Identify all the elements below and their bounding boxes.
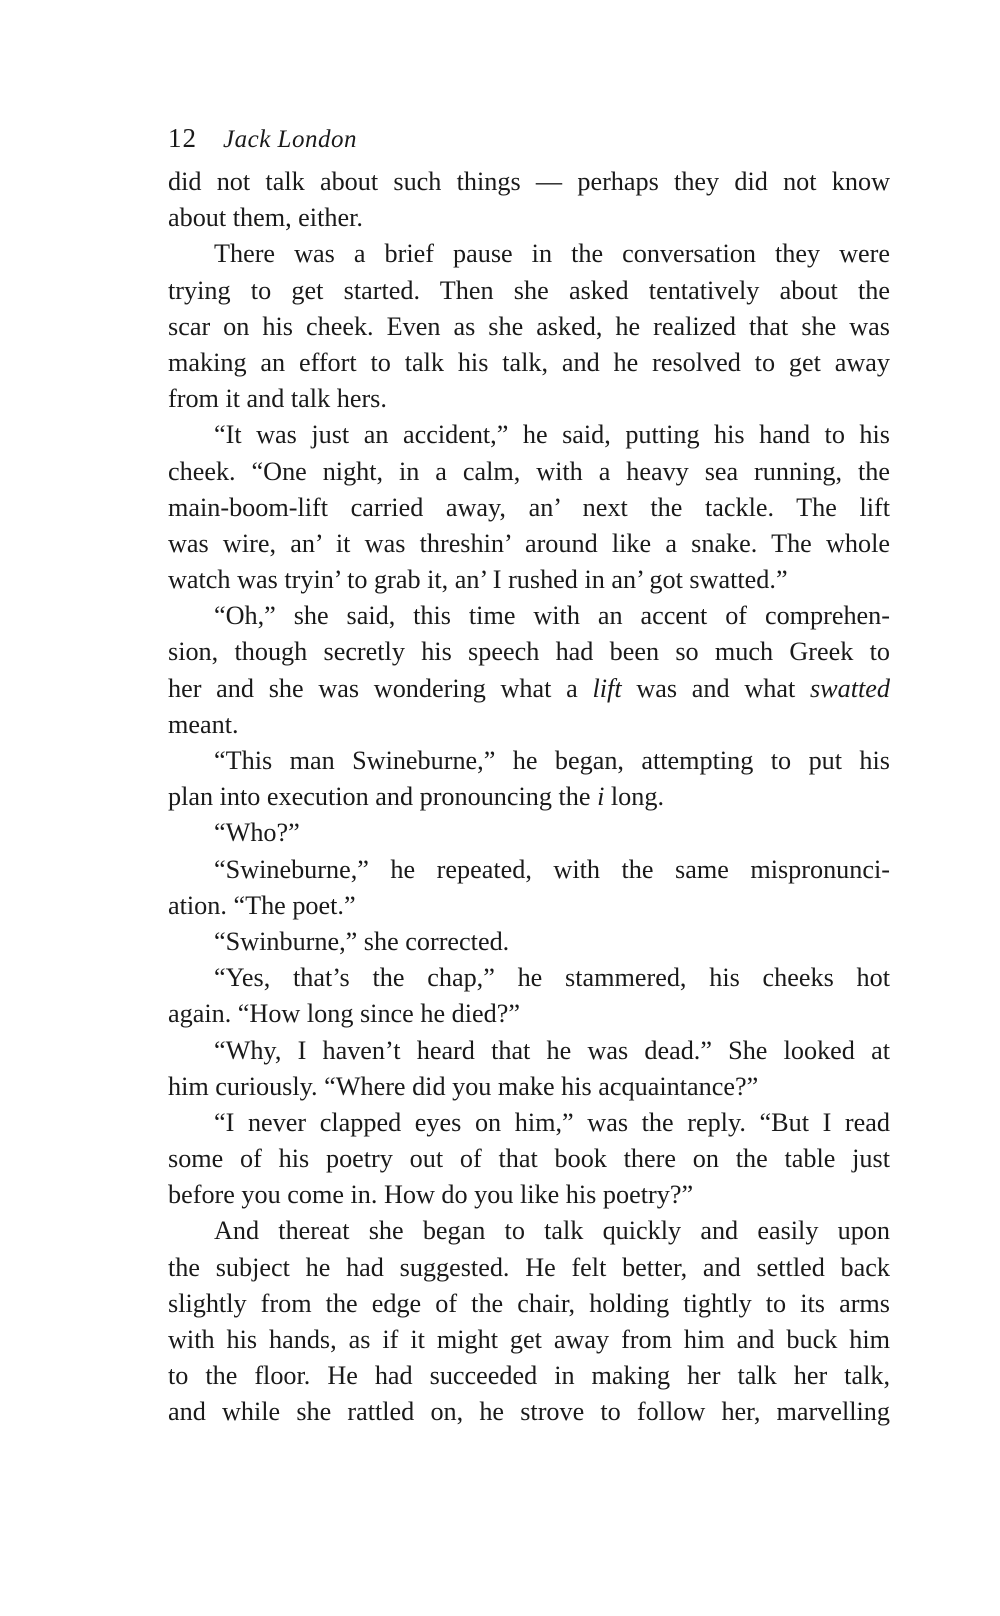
text-line: about them, either. bbox=[168, 203, 363, 233]
italic-word: lift bbox=[592, 673, 622, 703]
text-line: the subject he had suggested. He felt better, and settled back bbox=[168, 1252, 890, 1282]
text-line: trying to get started. Then she asked tentatively about the bbox=[168, 275, 890, 305]
text-line: slightly from the edge of the chair, holding tightly to its arms bbox=[168, 1288, 890, 1318]
text-line: And thereat she began to talk quickly and easily upon bbox=[214, 1216, 890, 1246]
text-line: and while she rattled on, he strove to follow her, marvelling bbox=[168, 1397, 890, 1427]
text-line: ation. “The poet.” bbox=[168, 890, 356, 920]
text-line: “This man Swineburne,” he began, attempting to put his bbox=[214, 746, 890, 775]
text-line: “Yes, that’s the chap,” he stammered, his cheeks hot bbox=[214, 963, 890, 993]
text-line: main-boom-lift carried away, an’ next the tackle. The lift bbox=[168, 492, 890, 522]
text-line: him curiously. “Where did you make his acquaintance?” bbox=[168, 1071, 759, 1101]
text-line: to the floor. He had succeeded in making her talk her talk, bbox=[168, 1361, 890, 1391]
text-line: There was a brief pause in the conversation they were bbox=[214, 239, 890, 269]
body-text bbox=[168, 164, 890, 1431]
text-line: some of his poetry out of that book there on the table just bbox=[168, 1144, 890, 1174]
text-segment: her and she was wondering what a bbox=[168, 673, 593, 703]
text-line: before you come in. How do you like his poetry?” bbox=[168, 1180, 694, 1210]
text-line: again. “How long since he died?” bbox=[168, 999, 520, 1029]
text-line: sion, though secretly his speech had been so much Greek to bbox=[168, 637, 890, 667]
text-line: with his hands, as if it might get away from him and buck him bbox=[168, 1325, 890, 1354]
text-line: from it and talk hers. bbox=[168, 384, 387, 414]
text-line: was wire, an’ it was threshin’ around like a snake. The whole bbox=[168, 528, 890, 558]
italic-word: swatted bbox=[809, 673, 890, 703]
page-number: 12 bbox=[168, 123, 197, 153]
text-line: “I never clapped eyes on him,” was the reply. “But I read bbox=[214, 1107, 890, 1137]
text-segment: was and what bbox=[621, 673, 810, 703]
text-line: “Swinburne,” she corrected. bbox=[214, 926, 510, 956]
text-line: making an effort to talk his talk, and he resolved to get away bbox=[168, 347, 890, 377]
text-line: “Swineburne,” he repeated, with the same mispronunci- bbox=[214, 854, 890, 884]
text-line bbox=[168, 779, 890, 815]
text-line: “Who?” bbox=[214, 818, 300, 848]
text-line: did not talk about such things — perhaps they did not know bbox=[168, 167, 890, 196]
text-line: scar on his cheek. Even as she asked, he realized that she was bbox=[168, 311, 890, 341]
text-segment: long. bbox=[604, 782, 665, 812]
book-page bbox=[168, 112, 890, 1431]
text-line: cheek. “One night, in a calm, with a heavy sea running, the bbox=[168, 456, 890, 486]
text-line: “Why, I haven’t heard that he was dead.” She looked at bbox=[214, 1035, 890, 1065]
text-segment: plan into execution and pronouncing the bbox=[168, 782, 598, 812]
text-line: watch was tryin’ to grab it, an’ I rushed in an’ got swatted.” bbox=[168, 565, 788, 595]
text-line: meant. bbox=[168, 709, 239, 739]
running-head bbox=[168, 112, 890, 164]
text-line: “It was just an accident,” he said, putting his hand to his bbox=[214, 420, 890, 450]
text-line bbox=[168, 671, 890, 707]
running-head-author: Jack London bbox=[223, 126, 357, 153]
text-line: “Oh,” she said, this time with an accent of comprehen- bbox=[214, 601, 890, 631]
italic-word: i bbox=[597, 782, 605, 812]
